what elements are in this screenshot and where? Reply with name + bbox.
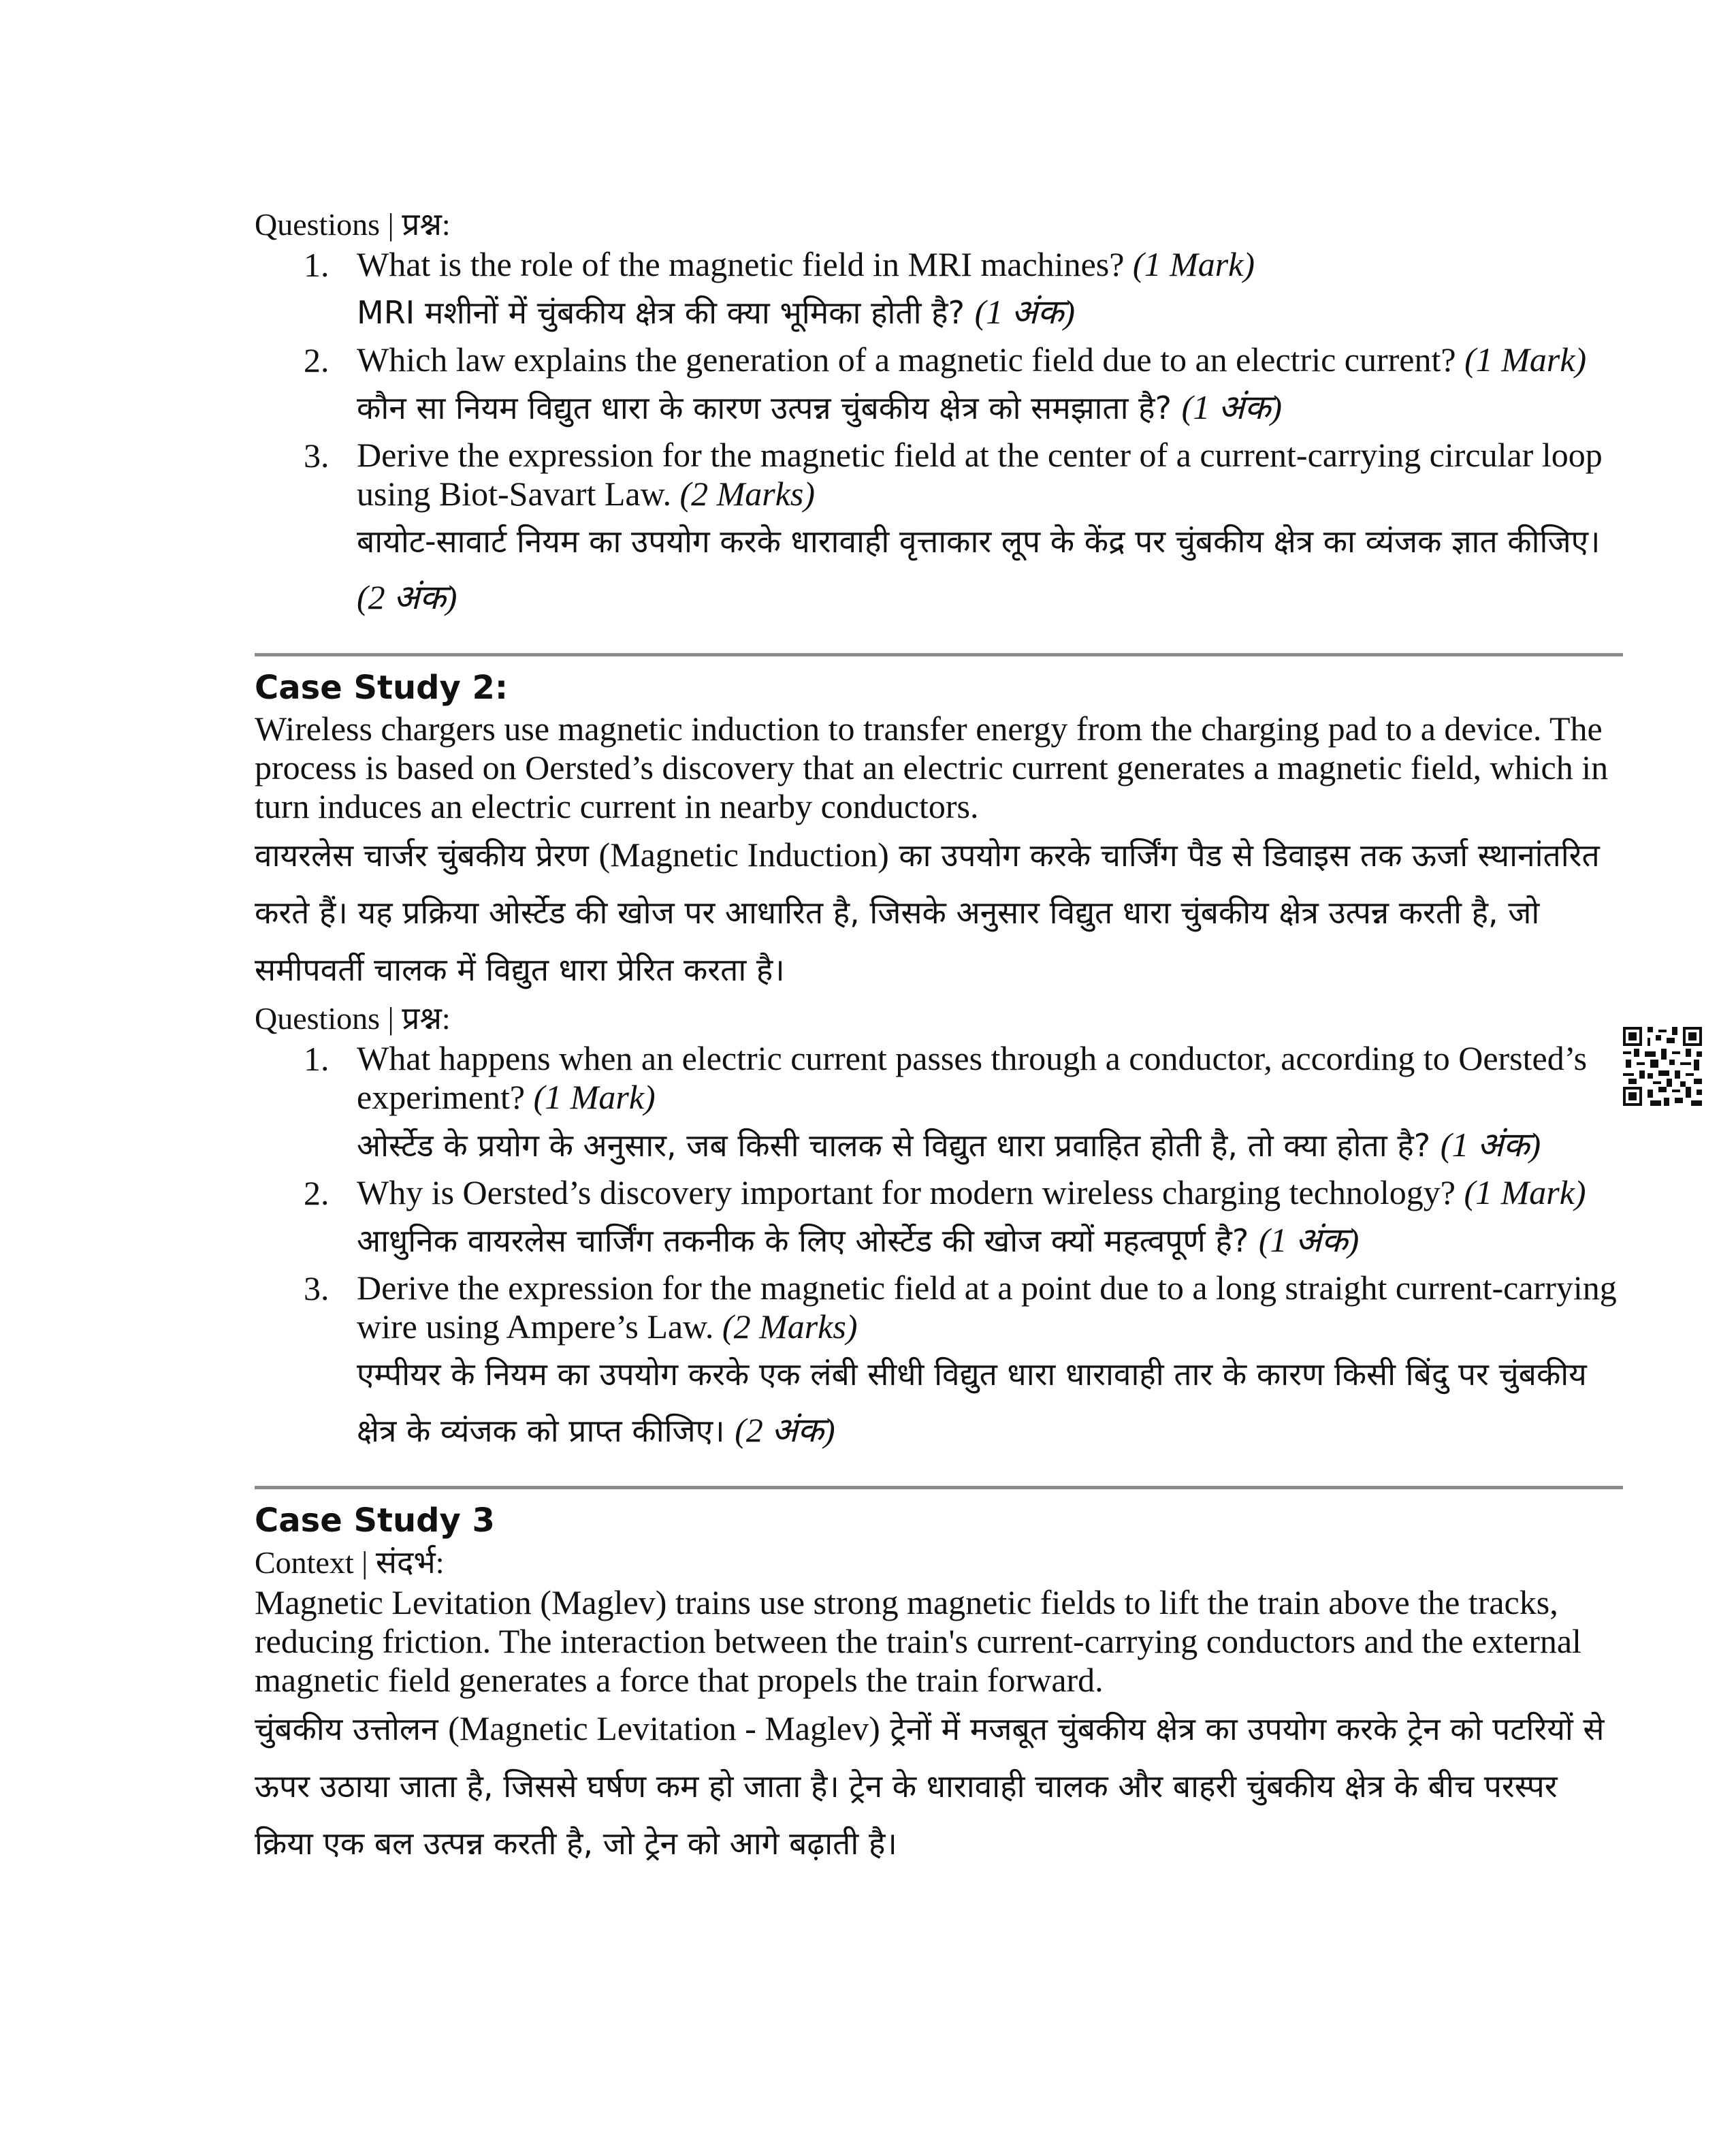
question-hindi: आधुनिक वायरलेस चार्जिंग तकनीक के लिए ओर्स्टेड की खोज क्यों महत्वपूर्ण है? (1 अंक) (357, 1221, 1360, 1259)
questions-heading: Questions | प्रश्न: (255, 207, 451, 242)
question-number: 1. (304, 1040, 329, 1078)
qr-code-icon[interactable] (1623, 1027, 1702, 1106)
question-number: 1. (304, 246, 329, 284)
marks-label: (1 Mark) (1464, 1173, 1586, 1211)
question-item (255, 436, 1623, 626)
question-english: Derive the expression for the magnetic field at a point due to a long straight current-carrying wire using Ampere’s Law. (2 Marks) (357, 1269, 1617, 1346)
question-item (255, 1269, 1623, 1459)
question-english: Which law explains the generation of a magnetic field due to an electric current? (1 Mark) (357, 340, 1587, 379)
question-item (255, 340, 1623, 436)
marks-label: (2 अंक) (357, 578, 457, 616)
questions-heading: Questions | प्रश्न: (255, 1001, 451, 1036)
marks-label: (2 Marks) (679, 475, 816, 513)
question-hindi: बायोट-सावार्ट नियम का उपयोग करके धारावाही वृत्ताकार लूप के केंद्र पर चुंबकीय क्षेत्र का व्यंजक ज्ञात कीजिए। (2 अंक) (357, 523, 1601, 616)
case-paragraph-english: Magnetic Levitation (Maglev) trains use strong magnetic fields to lift the train above the tracks, reducing friction. The interaction between the train's current-carrying conductors and the external magnetic field generates a force that propels the train forward. (255, 1583, 1581, 1699)
document-page (255, 204, 1623, 1872)
question-number: 2. (304, 341, 329, 379)
case-paragraph-english: Wireless chargers use magnetic induction to transfer energy from the charging pad to a device. The process is based on Oersted’s discovery that an electric current generates a magnetic field, which in turn induces an electric current in nearby conductors. (255, 710, 1609, 825)
question-list (255, 245, 1623, 626)
question-hindi: कौन सा नियम विद्युत धारा के कारण उत्पन्न चुंबकीय क्षेत्र को समझाता है? (1 अंक) (357, 388, 1283, 426)
section-divider (255, 1486, 1623, 1489)
question-item (255, 1039, 1623, 1173)
question-number: 3. (304, 436, 329, 475)
question-hindi: ओर्स्टेड के प्रयोग के अनुसार, जब किसी चालक से विद्युत धारा प्रवाहित होती है, तो क्या होता है? (1 अंक) (357, 1126, 1541, 1164)
question-list (255, 1039, 1623, 1459)
case-study-title: Case Study 2: (255, 669, 509, 707)
marks-label: (1 Mark) (1464, 340, 1587, 379)
marks-label: (1 अंक) (974, 293, 1076, 331)
context-heading: Context | संदर्भ: (255, 1545, 445, 1580)
case-paragraph-hindi: वायरलेस चार्जर चुंबकीय प्रेरण (Magnetic Induction) का उपयोग करके चार्जिंग पैड से डिवाइस तक ऊर्जा स्थानांतरित करते हैं। यह प्रक्रिया ओर्स्टेड की खोज पर आधारित है, जिसके अनुसार विद्युत धारा चुंबकीय क्षेत्र उत्पन्न करती है, जो समीपवर्ती चालक में विद्युत धारा प्रेरित करता है। (255, 836, 1600, 988)
marks-label: (1 अंक) (1258, 1221, 1360, 1259)
marks-label: (2 अंक) (735, 1411, 835, 1449)
question-hindi: MRI मशीनों में चुंबकीय क्षेत्र की क्या भूमिका होती है? (1 अंक) (357, 293, 1076, 331)
marks-label: (1 Mark) (533, 1078, 656, 1116)
case-paragraph-hindi: चुंबकीय उत्तोलन (Magnetic Levitation - Maglev) ट्रेनों में मजबूत चुंबकीय क्षेत्र का उपयोग करके ट्रेन को पटरियों से ऊपर उठाया जाता है, जिससे घर्षण कम हो जाता है। ट्रेन के धारावाही चालक और बाहरी चुंबकीय क्षेत्र के बीच परस्पर क्रिया एक बल उत्पन्न करती है, जो ट्रेन को आगे बढ़ाती है। (255, 1709, 1605, 1862)
question-item (255, 245, 1623, 340)
question-item (255, 1173, 1623, 1269)
marks-label: (1 अंक) (1181, 388, 1283, 426)
marks-label: (1 Mark) (1132, 245, 1255, 283)
question-number: 3. (304, 1269, 329, 1307)
section-divider (255, 653, 1623, 656)
marks-label: (1 अंक) (1440, 1126, 1541, 1164)
question-hindi: एम्पीयर के नियम का उपयोग करके एक लंबी सीधी विद्युत धारा धारावाही तार के कारण किसी बिंदु पर चुंबकीय क्षेत्र के व्यंजक को प्राप्त कीजिए। (2 अंक) (357, 1356, 1587, 1449)
marks-label: (2 Marks) (722, 1307, 858, 1346)
question-english: What happens when an electric current passes through a conductor, according to Oersted’s experiment? (1 Mark) (357, 1039, 1588, 1116)
question-english: Why is Oersted’s discovery important for modern wireless charging technology? (1 Mark) (357, 1173, 1586, 1211)
question-number: 2. (304, 1174, 329, 1212)
case-study-title: Case Study 3 (255, 1502, 495, 1540)
question-english: What is the role of the magnetic field in MRI machines? (1 Mark) (357, 245, 1255, 283)
question-english: Derive the expression for the magnetic field at the center of a current-carrying circular loop using Biot-Savart Law. (2 Marks) (357, 436, 1603, 513)
